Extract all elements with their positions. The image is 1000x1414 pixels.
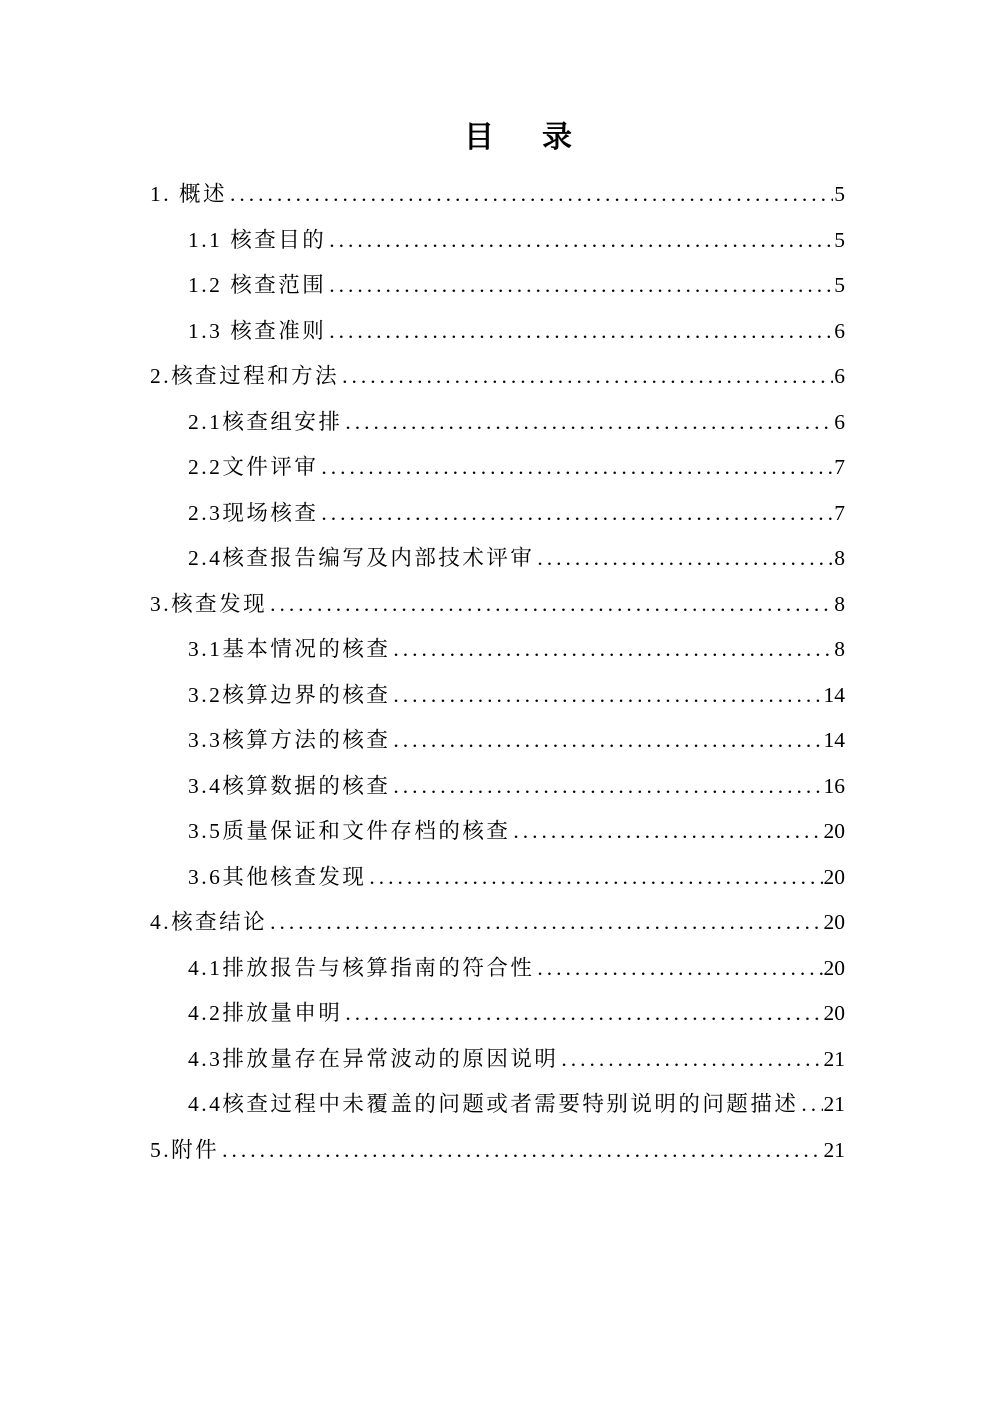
toc-entry[interactable] [150, 673, 845, 719]
toc-entry-page: 20 [823, 955, 845, 980]
toc-leader-dots [393, 627, 833, 673]
toc-entry[interactable] [150, 946, 845, 992]
toc-entry[interactable] [150, 309, 845, 355]
toc-entry-label: 3.2核算边界的核查 [188, 682, 391, 707]
toc-leader-dots [801, 1082, 822, 1128]
toc-entry-page: 21 [823, 1046, 845, 1071]
toc-title: 目 录 [464, 121, 581, 154]
toc-entry-label: 3.1基本情况的核查 [188, 637, 391, 661]
toc-entry-label: 1.2 核查范围 [188, 273, 327, 297]
toc-entry-page: 8 [834, 546, 845, 570]
toc-entry-label: 3.核查发现 [150, 591, 268, 616]
toc-entry-page: 8 [834, 637, 845, 661]
toc-entry[interactable] [150, 400, 845, 446]
toc-entry-label: 3.5质量保证和文件存档的核查 [188, 819, 511, 843]
toc-entry-label: 4.4核查过程中未覆盖的问题或者需要特别说明的问题描述 [188, 1092, 799, 1116]
toc-entry-page: 14 [823, 682, 845, 707]
toc-entry-label: 4.1排放报告与核算指南的符合性 [188, 955, 535, 980]
toc-entry-label: 2.4核查报告编写及内部技术评审 [188, 546, 535, 570]
toc-entry-label: 3.6其他核查发现 [188, 864, 367, 889]
toc-entry-page: 8 [834, 591, 845, 616]
toc-entry-page: 6 [834, 364, 845, 388]
toc-leader-dots [345, 991, 822, 1037]
toc-entry-page: 21 [823, 1137, 845, 1162]
toc-entry-page: 5 [834, 182, 845, 206]
toc-entry[interactable] [150, 263, 845, 309]
toc-entry[interactable] [150, 218, 845, 264]
toc-entry[interactable] [150, 582, 845, 628]
toc-entry[interactable] [150, 354, 845, 400]
toc-entry-label: 5.附件 [150, 1137, 220, 1162]
toc-entry-label: 4.核查结论 [150, 910, 268, 934]
toc-list [150, 172, 845, 1173]
toc-leader-dots [393, 718, 822, 764]
toc-leader-dots [537, 946, 822, 992]
toc-leader-dots [369, 855, 822, 901]
toc-entry-page: 21 [823, 1092, 845, 1116]
toc-leader-dots [222, 1128, 822, 1174]
toc-entry-page: 20 [823, 819, 845, 843]
toc-leader-dots [537, 536, 833, 582]
toc-entry[interactable] [150, 718, 845, 764]
toc-leader-dots [329, 263, 833, 309]
toc-leader-dots [329, 309, 833, 355]
toc-leader-dots [393, 673, 822, 719]
toc-entry-label: 2.3现场核查 [188, 500, 319, 525]
toc-entry-label: 2.核查过程和方法 [150, 364, 340, 388]
toc-leader-dots [230, 172, 833, 218]
toc-entry[interactable] [150, 536, 845, 582]
toc-entry[interactable] [150, 809, 845, 855]
toc-entry-label: 1. 概述 [150, 182, 228, 206]
toc-leader-dots [513, 809, 822, 855]
toc-entry-label: 3.3核算方法的核查 [188, 728, 391, 752]
toc-entry-label: 2.2文件评审 [188, 455, 319, 479]
toc-leader-dots [321, 491, 833, 537]
toc-entry-label: 1.1 核查目的 [188, 227, 327, 252]
toc-entry-label: 2.1核查组安排 [188, 409, 343, 434]
toc-entry[interactable] [150, 855, 845, 901]
toc-leader-dots [270, 900, 822, 946]
toc-entry[interactable] [150, 491, 845, 537]
toc-entry-page: 20 [823, 1001, 845, 1025]
toc-entry-label: 4.2排放量申明 [188, 1001, 343, 1025]
toc-leader-dots [393, 764, 822, 810]
toc-entry-page: 6 [834, 409, 845, 434]
toc-entry-page: 6 [834, 318, 845, 343]
toc-entry[interactable] [150, 991, 845, 1037]
toc-leader-dots [321, 445, 833, 491]
toc-leader-dots [561, 1037, 822, 1083]
toc-entry-page: 20 [823, 864, 845, 889]
toc-entry-page: 5 [834, 273, 845, 297]
toc-entry-label: 4.3排放量存在异常波动的原因说明 [188, 1046, 559, 1071]
toc-leader-dots [342, 354, 833, 400]
toc-entry-page: 16 [823, 773, 845, 798]
toc-entry-page: 5 [834, 227, 845, 252]
toc-entry-page: 14 [823, 728, 845, 752]
toc-entry[interactable] [150, 445, 845, 491]
toc-entry[interactable] [150, 627, 845, 673]
toc-entry[interactable] [150, 764, 845, 810]
toc-entry-label: 3.4核算数据的核查 [188, 773, 391, 798]
toc-leader-dots [329, 218, 833, 264]
toc-entry-page: 20 [823, 910, 845, 934]
toc-entry[interactable] [150, 900, 845, 946]
toc-entry[interactable] [150, 1037, 845, 1083]
toc-entry[interactable] [150, 1128, 845, 1174]
toc-entry[interactable] [150, 172, 845, 218]
toc-leader-dots [345, 400, 833, 446]
toc-entry[interactable] [150, 1082, 845, 1128]
toc-entry-label: 1.3 核查准则 [188, 318, 327, 343]
toc-entry-page: 7 [834, 500, 845, 525]
toc-leader-dots [270, 582, 833, 628]
toc-entry-page: 7 [834, 455, 845, 479]
